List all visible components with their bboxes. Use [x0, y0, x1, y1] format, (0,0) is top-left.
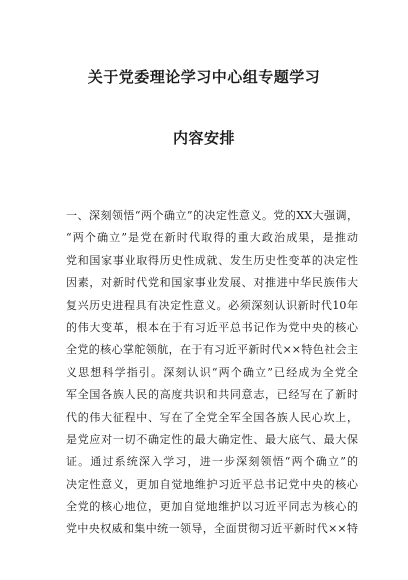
paragraph-line: 代的伟大征程中、写在了全党全军全国各族人民心坎上， [66, 410, 358, 424]
paragraph-line: 因素，对新时代党和国家事业发展、对推进中华民族伟大 [66, 276, 358, 290]
paragraph-line: 党和国家事业取得历史性成就、发生历史性变革的决定性 [66, 253, 358, 267]
paragraph-line: 全党的核心掌舵领航，在于有习近平新时代××特色社会主 [66, 343, 358, 357]
paragraph-line: 复兴历史进程具有决定性意义。必须深刻认识新时代10年 [66, 298, 358, 312]
body-paragraph [66, 205, 358, 541]
paragraph-line: “两个确立”是党在新时代取得的重大政治成果，是推动 [66, 231, 358, 245]
paragraph-line: 决定性意义，更加自觉地维护习近平总书记党中央的核心 [66, 477, 358, 491]
paragraph-line: 义思想科学指引。深刻认识“两个确立”已经成为全党全 [66, 365, 358, 379]
paragraph-line: 党中央权威和集中统一领导，全面贯彻习近平新时代××特 [66, 522, 358, 536]
paragraph-line: 一、深刻领悟“两个确立”的决定性意义。党的XX大强调， [66, 209, 358, 222]
document-title: 关于党委理论学习中心组专题学习 [87, 68, 321, 86]
document-subtitle: 内容安排 [172, 129, 235, 147]
paragraph-line: 的伟大变革，根本在于有习近平总书记作为党中央的核心 [66, 320, 358, 334]
paragraph-line: 是党应对一切不确定性的最大确定性、最大底气、最大保 [66, 432, 358, 446]
paragraph-line: 军全国各族人民的高度共识和共同意志，已经写在了新时 [66, 388, 358, 402]
paragraph-line: 全党的核心地位，更加自觉地维护以习近平同志为核心的 [66, 500, 358, 514]
paragraph-line: 证。通过系统深入学习，进一步深刻领悟“两个确立”的 [66, 455, 358, 469]
